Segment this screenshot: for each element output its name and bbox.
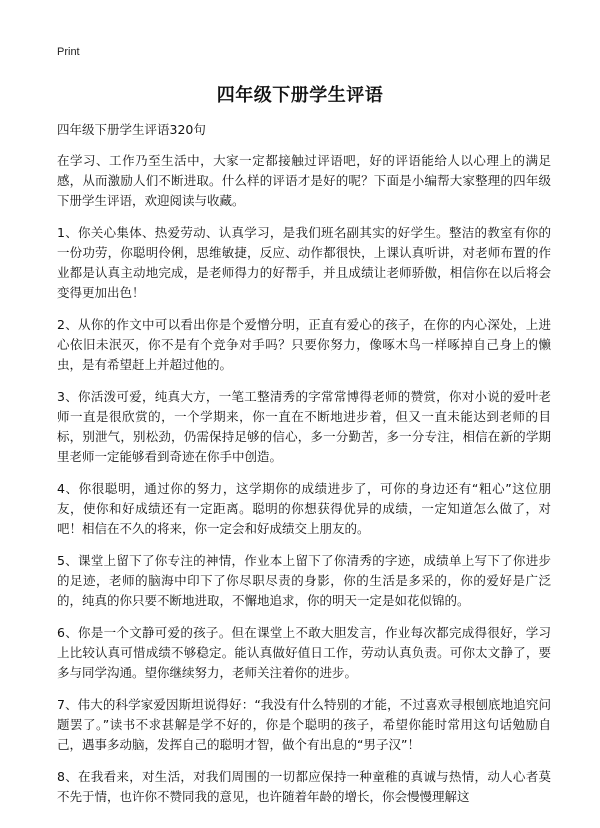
document-subtitle: 四年级下册学生评语320句 [57, 122, 206, 137]
comment-paragraph-8: 8、在我看来，对生活，对我们周围的一切都应保持一种童稚的真诚与热情，动人心者莫不先于情，也许你不赞同我的意见，也许随着年龄的增长，你会慢慢理解这 [57, 769, 551, 804]
page-title: 四年级下册学生评语 [216, 85, 384, 106]
comment-paragraph-6: 6、你是一个文静可爱的孩子。但在课堂上不敢大胆发言，作业每次都完成得很好，学习上比较认真可惜成绩不够稳定。能认真做好值日工作，劳动认真负责。可你太文静了，要多与同学沟通。望你继续努力，老师关注着你的进步。 [57, 625, 551, 680]
intro-paragraph: 在学习、工作乃至生活中，大家一定都接触过评语吧，好的评语能给人以心理上的满足感，从而激励人们不断进取。什么样的评语才是好的呢？下面是小编帮大家整理的四年级下册学生评语，欢迎阅读与收藏。 [57, 153, 551, 208]
document-body [57, 120, 551, 819]
print-link[interactable]: Print [57, 46, 80, 58]
comment-paragraph-2: 2、从你的作文中可以看出你是个爱憎分明，正直有爱心的孩子，在你的内心深处，上进心依旧未泯灭，你不是有个竞争对手吗？只要你努力，像啄木鸟一样啄掉自己身上的懒虫，是有希望赶上并超过他的。 [57, 317, 551, 372]
comment-paragraph-4: 4、你很聪明，通过你的努力，这学期你的成绩进步了，可你的身边还有“粗心”这位朋友，使你和好成绩还有一定距离。聪明的你想获得优异的成绩，一定知道怎么做了，对吧！相信在不久的将来，你一定会和好成绩交上朋友的。 [57, 481, 551, 536]
comment-paragraph-5: 5、课堂上留下了你专注的神情，作业本上留下了你清秀的字迹，成绩单上写下了你进步的足迹，老师的脑海中印下了你尽职尽责的身影，你的生活是多采的，你的爱好是广泛的，纯真的你只要不断地进取，不懈地追求，你的明天一定是如花似锦的。 [57, 553, 551, 608]
comment-paragraph-7: 7、伟大的科学家爱因斯坦说得好：“我没有什么特别的才能，不过喜欢寻根刨底地追究问题罢了。”读书不求甚解是学不好的，你是个聪明的孩子，希望你能时常用这句话勉励自己，遇事多动脑，发挥自己的聪明才智，做个有出息的“男子汉”！ [57, 697, 551, 752]
comment-paragraph-1: 1、你关心集体、热爱劳动、认真学习，是我们班名副其实的好学生。整洁的教室有你的一份功劳，你聪明伶俐，思维敏捷，反应、动作都很快，上课认真听讲，对老师布置的作业都是认真主动地完成，是老师得力的好帮手，并且成绩让老师骄傲，相信你在以后将会变得更加出色！ [57, 225, 551, 300]
comment-paragraph-3: 3、你活泼可爱，纯真大方，一笔工整清秀的字常常博得老师的赞赏，你对小说的爱叶老师一直是很欣赏的，一个学期来，你一直在不断地进步着，但又一直未能达到老师的目标，别泄气，别松劲，仍需保持足够的信心，多一分勤苦，多一分专注，相信在新的学期里老师一定能够看到奇迹在你手中创造。 [57, 389, 551, 464]
